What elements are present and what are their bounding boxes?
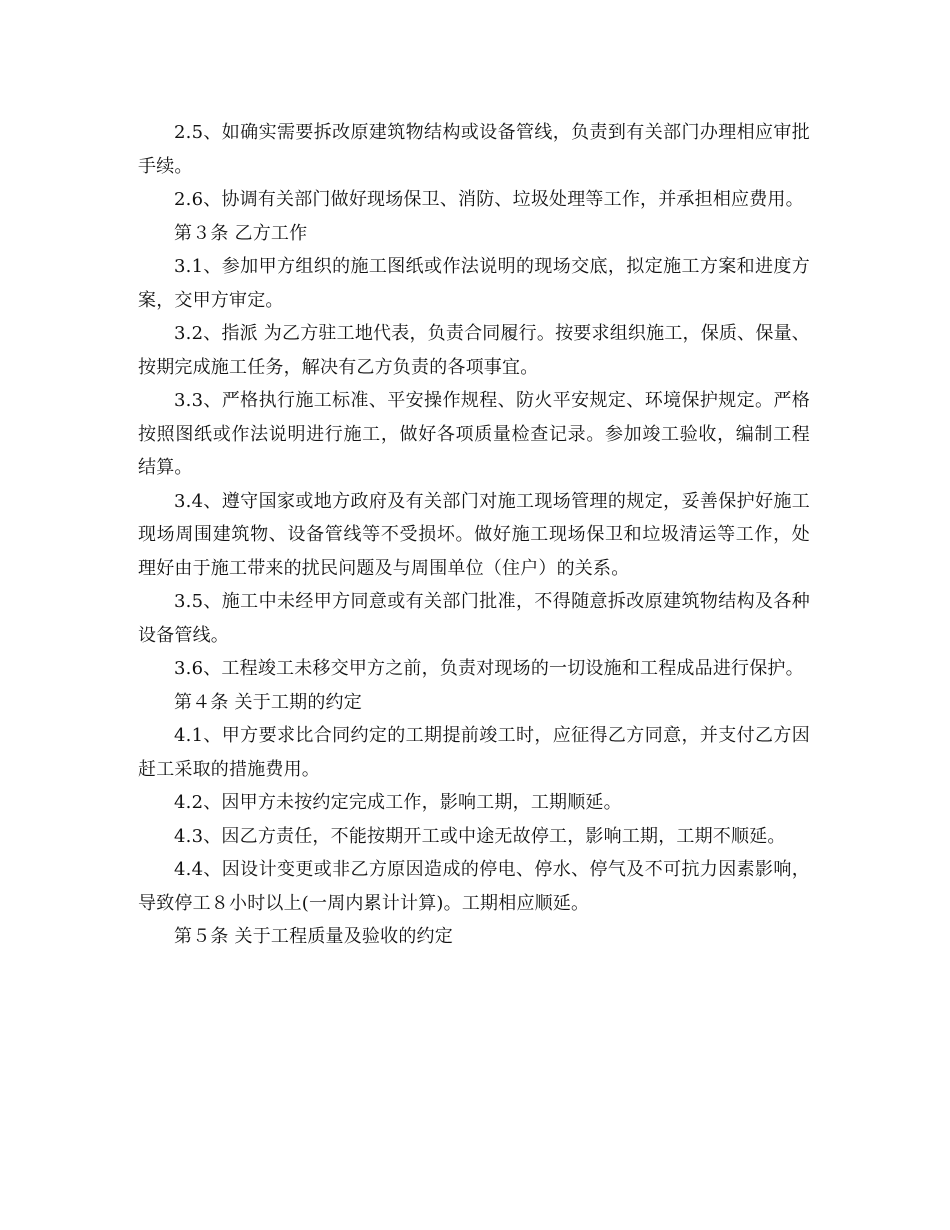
clause-3-5: 3.5、施工中未经甲方同意或有关部门批准，不得随意拆改原建筑物结构及各种设备管线。 (138, 591, 810, 646)
article-4-heading: 第４条 关于工期的约定 (174, 691, 362, 713)
clause-2-5: 2.5、如确实需要拆改原建筑物结构或设备管线，负责到有关部门办理相应审批手续。 (138, 122, 810, 177)
clause-3-2: 3.2、指派 为乙方驻工地代表，负责合同履行。按要求组织施工，保质、保量、按期完成施工任务，解决有乙方负责的各项事宜。 (138, 323, 810, 378)
document-body (138, 116, 810, 954)
article-3-heading: 第３条 乙方工作 (174, 222, 308, 244)
clause-2-6: 2.6、协调有关部门做好现场保卫、消防、垃圾处理等工作，并承担相应费用。 (174, 189, 804, 210)
clause-4-2: 4.2、因甲方未按约定完成工作，影响工期，工期顺延。 (174, 792, 622, 813)
clause-4-3: 4.3、因乙方责任，不能按期开工或中途无故停工，影响工期，工期不顺延。 (174, 825, 786, 847)
clause-4-1: 4.1、甲方要求比合同约定的工期提前竣工时，应征得乙方同意，并支付乙方因赶工采取的措施费用。 (138, 725, 810, 780)
clause-3-4: 3.4、遵守国家或地方政府及有关部门对施工现场管理的规定，妥善保护好施工现场周围建筑物、设备管线等不受损坏。做好施工现场保卫和垃圾清运等工作，处理好由于施工带来的扰民问题及与周围单位（住户）的关系。 (138, 490, 810, 579)
clause-4-4: 4.4、因设计变更或非乙方原因造成的停电、停水、停气及不可抗力因素影响，导致停工８小时以上(一周内累计计算)。工期相应顺延。 (138, 859, 810, 914)
clause-3-1: 3.1、参加甲方组织的施工图纸或作法说明的现场交底，拟定施工方案和进度方案，交甲方审定。 (138, 256, 810, 311)
clause-3-3: 3.3、严格执行施工标准、平安操作规程、防火平安规定、环境保护规定。严格按照图纸或作法说明进行施工，做好各项质量检查记录。参加竣工验收，编制工程结算。 (138, 390, 810, 478)
clause-3-6: 3.6、工程竣工未移交甲方之前，负责对现场的一切设施和工程成品进行保护。 (174, 658, 804, 679)
article-5-heading: 第５条 关于工程质量及验收的约定 (174, 926, 453, 947)
